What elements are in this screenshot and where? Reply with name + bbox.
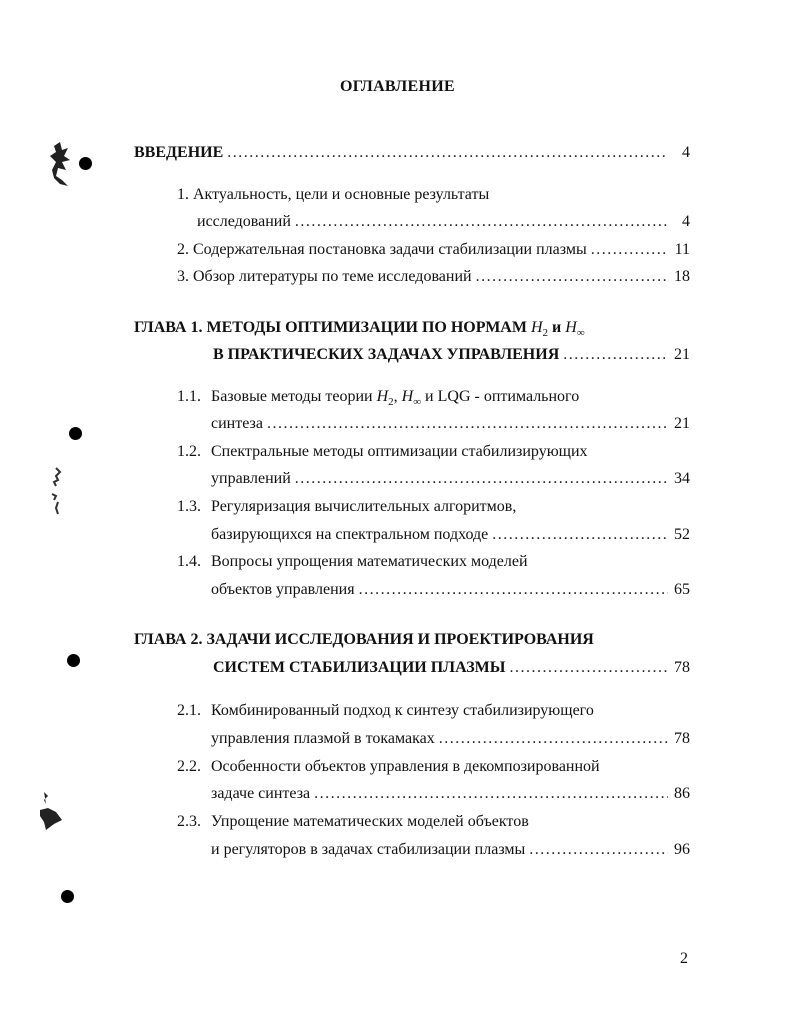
chapter1-heading-line2[interactable] bbox=[213, 345, 690, 365]
toc-entry-number: 3. bbox=[177, 268, 189, 285]
toc-entry-text: Регуляризация вычислительных алгоритмов, bbox=[211, 498, 517, 515]
hinf-symbol: $H_\infty$ bbox=[401, 388, 422, 409]
hinf-symbol: $H_\infty$ bbox=[565, 319, 585, 340]
toc-entry-text: Вопросы упрощения математических моделей bbox=[211, 553, 528, 570]
toc-entry-2-1-line1[interactable] bbox=[177, 701, 594, 721]
chapter2-title: ГЛАВА 2. ЗАДАЧИ ИССЛЕДОВАНИЯ И ПРОЕКТИРОВАНИЯ bbox=[134, 631, 594, 648]
toc-entry-1-2-line1[interactable] bbox=[177, 442, 588, 462]
toc-entry-text: исследований bbox=[197, 213, 291, 230]
chapter1-subtitle: В ПРАКТИЧЕСКИХ ЗАДАЧАХ УПРАВЛЕНИЯ bbox=[213, 346, 560, 363]
page-title: ОГЛАВЛЕНИЕ bbox=[340, 78, 455, 95]
toc-page-number: 21 bbox=[674, 415, 690, 432]
chapter1-heading-line1[interactable] bbox=[134, 318, 585, 343]
leader-dots bbox=[227, 143, 668, 163]
toc-entry-text: синтеза bbox=[211, 415, 263, 432]
toc-entry-number: 1.4. bbox=[177, 553, 201, 570]
toc-entry-2-2-line2[interactable] bbox=[211, 784, 690, 804]
toc-entry-number: 1.1. bbox=[177, 388, 201, 405]
page-number: 2 bbox=[680, 950, 688, 967]
toc-entry-number: 1.3. bbox=[177, 498, 201, 515]
toc-entry-number: 2. bbox=[177, 241, 189, 258]
scan-smudge-icon bbox=[48, 140, 84, 190]
toc-entry-1-1-line1[interactable]: 1.1. Базовые методы теории $H_2$, $H_\infty$ и LQG - оптимального bbox=[177, 388, 580, 409]
toc-page-number: 52 bbox=[674, 526, 690, 543]
toc-page-number: 65 bbox=[674, 581, 690, 598]
leader-dots bbox=[563, 345, 668, 365]
toc-page-number: 96 bbox=[674, 841, 690, 858]
toc-entry-text: Особенности объектов управления в декомпозированной bbox=[211, 758, 600, 775]
punch-hole-dot bbox=[69, 427, 82, 440]
toc-entry-intro[interactable] bbox=[134, 143, 690, 163]
toc-entry-text: управления плазмой в токамаках bbox=[211, 730, 435, 747]
leader-dots bbox=[476, 267, 668, 287]
toc-entry-1-2-line2[interactable] bbox=[211, 469, 690, 489]
conjunction: и bbox=[552, 319, 562, 336]
leader-dots bbox=[359, 580, 668, 600]
toc-entry-number: 2.1. bbox=[177, 702, 201, 719]
scan-smudge-icon bbox=[46, 466, 70, 516]
toc-entry-label: ВВЕДЕНИЕ bbox=[134, 144, 224, 161]
toc-entry-2-3-line2[interactable] bbox=[211, 840, 690, 860]
scan-smudge-icon bbox=[36, 790, 68, 840]
toc-entry-intro-2[interactable] bbox=[177, 240, 690, 260]
toc-entry-text: объектов управления bbox=[211, 581, 355, 598]
punch-hole-dot bbox=[61, 890, 74, 903]
toc-entry-text: Обзор литературы по теме исследований bbox=[193, 268, 472, 285]
toc-entry-intro-3[interactable] bbox=[177, 267, 690, 287]
toc-entry-text: Спектральные методы оптимизации стабилизирующих bbox=[211, 443, 588, 460]
leader-dots bbox=[529, 840, 668, 860]
toc-entry-text: Актуальность, цели и основные результаты bbox=[193, 186, 490, 203]
chapter2-subtitle: СИСТЕМ СТАБИЛИЗАЦИИ ПЛАЗМЫ bbox=[213, 659, 506, 676]
leader-dots bbox=[510, 658, 669, 678]
toc-page-number: 78 bbox=[674, 659, 690, 676]
leader-dots bbox=[439, 729, 668, 749]
h2-symbol: $H_2$ bbox=[376, 388, 394, 409]
leader-dots bbox=[314, 784, 668, 804]
toc-entry-intro-1-line1[interactable] bbox=[177, 185, 489, 205]
leader-dots bbox=[295, 212, 668, 232]
toc-entry-2-2-line1[interactable] bbox=[177, 757, 600, 777]
punch-hole-dot bbox=[67, 654, 80, 667]
toc-entry-intro-1-line2[interactable] bbox=[197, 212, 690, 232]
toc-entry-text: Базовые методы теории bbox=[211, 388, 373, 405]
chapter1-title: ГЛАВА 1. МЕТОДЫ ОПТИМИЗАЦИИ ПО НОРМАМ bbox=[134, 319, 527, 336]
toc-page-number: 86 bbox=[674, 785, 690, 802]
leader-dots bbox=[295, 469, 668, 489]
chapter2-heading-line2[interactable] bbox=[213, 658, 690, 678]
toc-entry-text: задаче синтеза bbox=[211, 785, 311, 802]
toc-entry-1-4-line2[interactable] bbox=[211, 580, 690, 600]
toc-entry-2-1-line2[interactable] bbox=[211, 729, 690, 749]
toc-entry-text: базирующихся на спектральном подходе bbox=[211, 526, 489, 543]
toc-entry-text: Комбинированный подход к синтезу стабилизирующего bbox=[211, 702, 594, 719]
toc-entry-text: Упрощение математических моделей объектов bbox=[211, 813, 529, 830]
toc-page-number: 4 bbox=[682, 144, 690, 161]
h2-symbol: $H_2$ bbox=[530, 319, 549, 340]
toc-entry-1-3-line1[interactable] bbox=[177, 497, 516, 517]
toc-entry-1-1-line2[interactable] bbox=[211, 414, 690, 434]
leader-dots bbox=[591, 240, 668, 260]
toc-entry-number: 1. bbox=[177, 186, 189, 203]
toc-entry-text: и регуляторов в задачах стабилизации плазмы bbox=[211, 841, 526, 858]
toc-page-number: 11 bbox=[674, 241, 690, 258]
chapter2-heading-line1[interactable] bbox=[134, 630, 594, 650]
toc-entry-text: управлений bbox=[211, 470, 291, 487]
toc-entry-text: и LQG - оптимального bbox=[425, 388, 580, 405]
leader-dots bbox=[492, 525, 668, 545]
toc-page-number: 78 bbox=[674, 730, 690, 747]
toc-page-number: 18 bbox=[674, 268, 690, 285]
toc-entry-number: 2.2. bbox=[177, 758, 201, 775]
toc-entry-2-3-line1[interactable] bbox=[177, 812, 529, 832]
toc-entry-1-3-line2[interactable] bbox=[211, 525, 690, 545]
toc-page-number: 4 bbox=[682, 213, 690, 230]
toc-entry-number: 2.3. bbox=[177, 813, 201, 830]
toc-page-number: 34 bbox=[674, 470, 690, 487]
leader-dots bbox=[267, 414, 668, 434]
toc-entry-1-4-line1[interactable] bbox=[177, 552, 528, 572]
toc-entry-text: Содержательная постановка задачи стабилизации плазмы bbox=[193, 241, 587, 258]
toc-entry-number: 1.2. bbox=[177, 443, 201, 460]
toc-page-number: 21 bbox=[674, 346, 690, 363]
